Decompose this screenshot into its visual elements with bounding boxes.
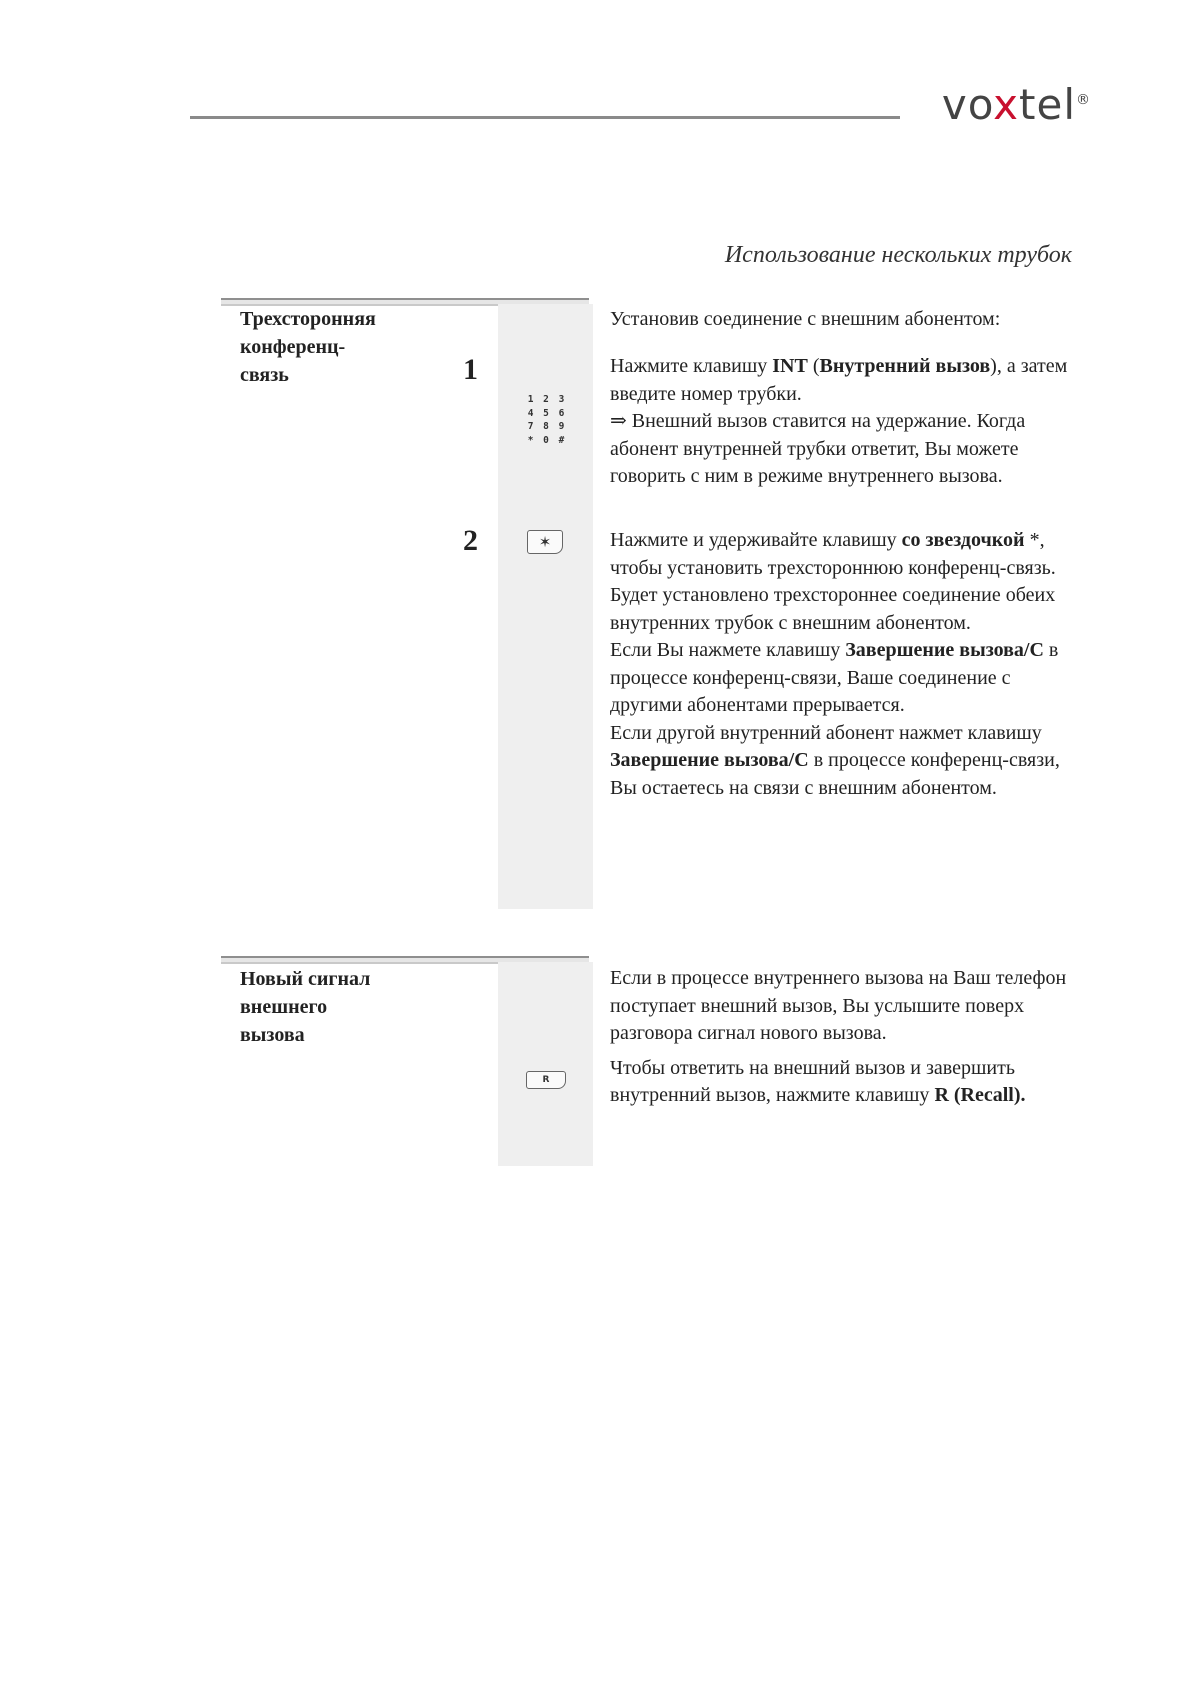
- step-number: 1: [463, 353, 478, 386]
- star-key-icon: ✶: [527, 530, 563, 554]
- block-heading: Новый сигнал внешнего вызова: [240, 968, 371, 1046]
- block-heading: Трехсторонняя конференц- связь: [240, 308, 376, 386]
- keypad-icon: 1 2 3 4 5 6 7 8 9 * 0 #: [527, 394, 567, 446]
- header-rule: [190, 116, 900, 119]
- step-1-text: Нажмите клавишу INT (Внутренний вызов), а затем введите номер трубки. ⇒ Внешний вызов ставится на удержание. Когда абонент внутренней трубки ответит, Вы можете говорить с ним в режиме внутреннего вызова.: [610, 355, 1068, 487]
- intro-text: Установив соединение с внешним абонентом:: [610, 308, 1001, 330]
- new-call-text: Если в процессе внутреннего вызова на Ваш телефон поступает внешний вызов, Вы услышите поверх разговора сигнал нового вызова. Чтобы ответить на внешний вызов и завершить внутренний вызов, нажмите клавишу R (Recall).: [610, 967, 1067, 1106]
- icon-column: [498, 962, 593, 1166]
- brand-logo: voxtel®: [941, 80, 1091, 129]
- r-key-icon: R: [526, 1071, 566, 1089]
- section-title: Использование нескольких трубок: [724, 242, 1072, 268]
- step-2-text: Нажмите и удерживайте клавишу со звездочкой *, чтобы установить трехстороннюю конференц-связь. Будет установлено трехстороннее соединение обеих внутренних трубок с внешним абонентом. Если Вы нажмете клавишу Завершение вызова/C в процессе конференц-связи, Ваше соединение с другими абонентами прерывается. Если другой внутренний абонент нажмет клавишу Завершение вызова/C в процессе конференц-связи, Вы остаетесь на связи с внешним абонентом.: [610, 529, 1060, 799]
- step-number: 2: [463, 524, 478, 557]
